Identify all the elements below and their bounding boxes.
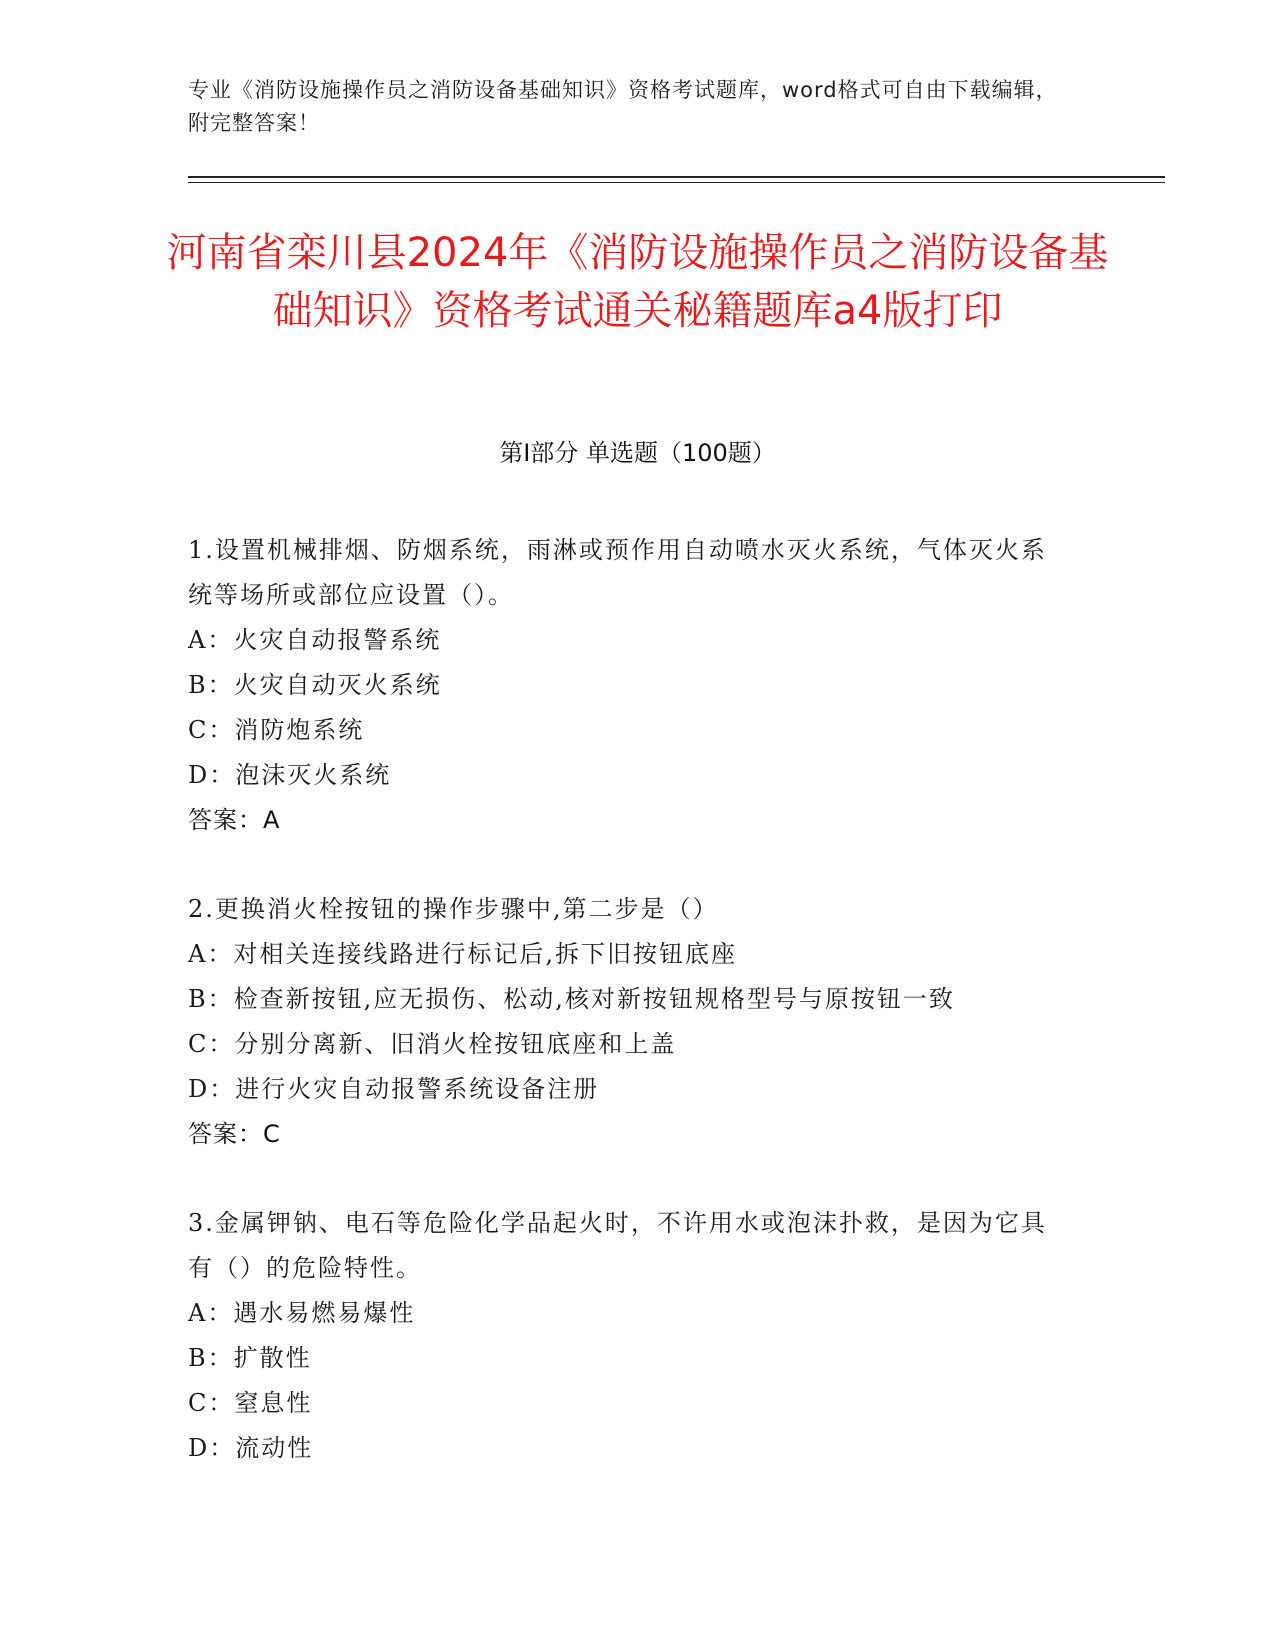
question-3 (188, 1201, 1068, 1471)
option-a: A：遇水易燃易爆性 (188, 1299, 416, 1327)
question-stem: 2.更换消火栓按钮的操作步骤中,第二步是（） (188, 895, 719, 923)
option-b: B：扩散性 (188, 1344, 312, 1372)
option-b: B：检查新按钮,应无损伤、松动,核对新按钮规格型号与原按钮一致 (188, 985, 955, 1013)
answer-line: 答案：A (188, 806, 281, 834)
header-divider-thin (188, 182, 1165, 183)
option-b: B：火灾自动灭火系统 (188, 671, 442, 699)
question-1 (188, 528, 1068, 843)
document-title: 河南省栾川县2024年《消防设施操作员之消防设备基础知识》资格考试通关秘籍题库a4版打印 (166, 230, 1109, 334)
option-a: A：火灾自动报警系统 (188, 626, 442, 654)
header-divider-thick (188, 176, 1165, 178)
option-d: D：进行火灾自动报警系统设备注册 (188, 1075, 600, 1103)
question-2 (188, 887, 1068, 1157)
question-list (188, 528, 1068, 1515)
header-note: 专业《消防设施操作员之消防设备基础知识》资格考试题库，word格式可自由下载编辑，附完整答案！ (188, 78, 1058, 135)
option-c: C：分别分离新、旧消火栓按钮底座和上盖 (188, 1030, 677, 1058)
option-d: D：泡沫灭火系统 (188, 761, 392, 789)
section-heading: 第I部分 单选题（100题） (499, 439, 776, 467)
question-stem: 1.设置机械排烟、防烟系统，雨淋或预作用自动喷水灭火系统，气体灭火系统等场所或部位应设置（）。 (188, 536, 1047, 609)
option-c: C：窒息性 (188, 1389, 313, 1417)
answer-line: 答案：C (188, 1120, 281, 1148)
question-stem: 3.金属钾钠、电石等危险化学品起火时，不许用水或泡沫扑救，是因为它具有（）的危险特性。 (188, 1209, 1047, 1282)
option-a: A：对相关连接线路进行标记后,拆下旧按钮底座 (188, 940, 737, 968)
option-c: C：消防炮系统 (188, 716, 365, 744)
option-d: D：流动性 (188, 1434, 314, 1462)
